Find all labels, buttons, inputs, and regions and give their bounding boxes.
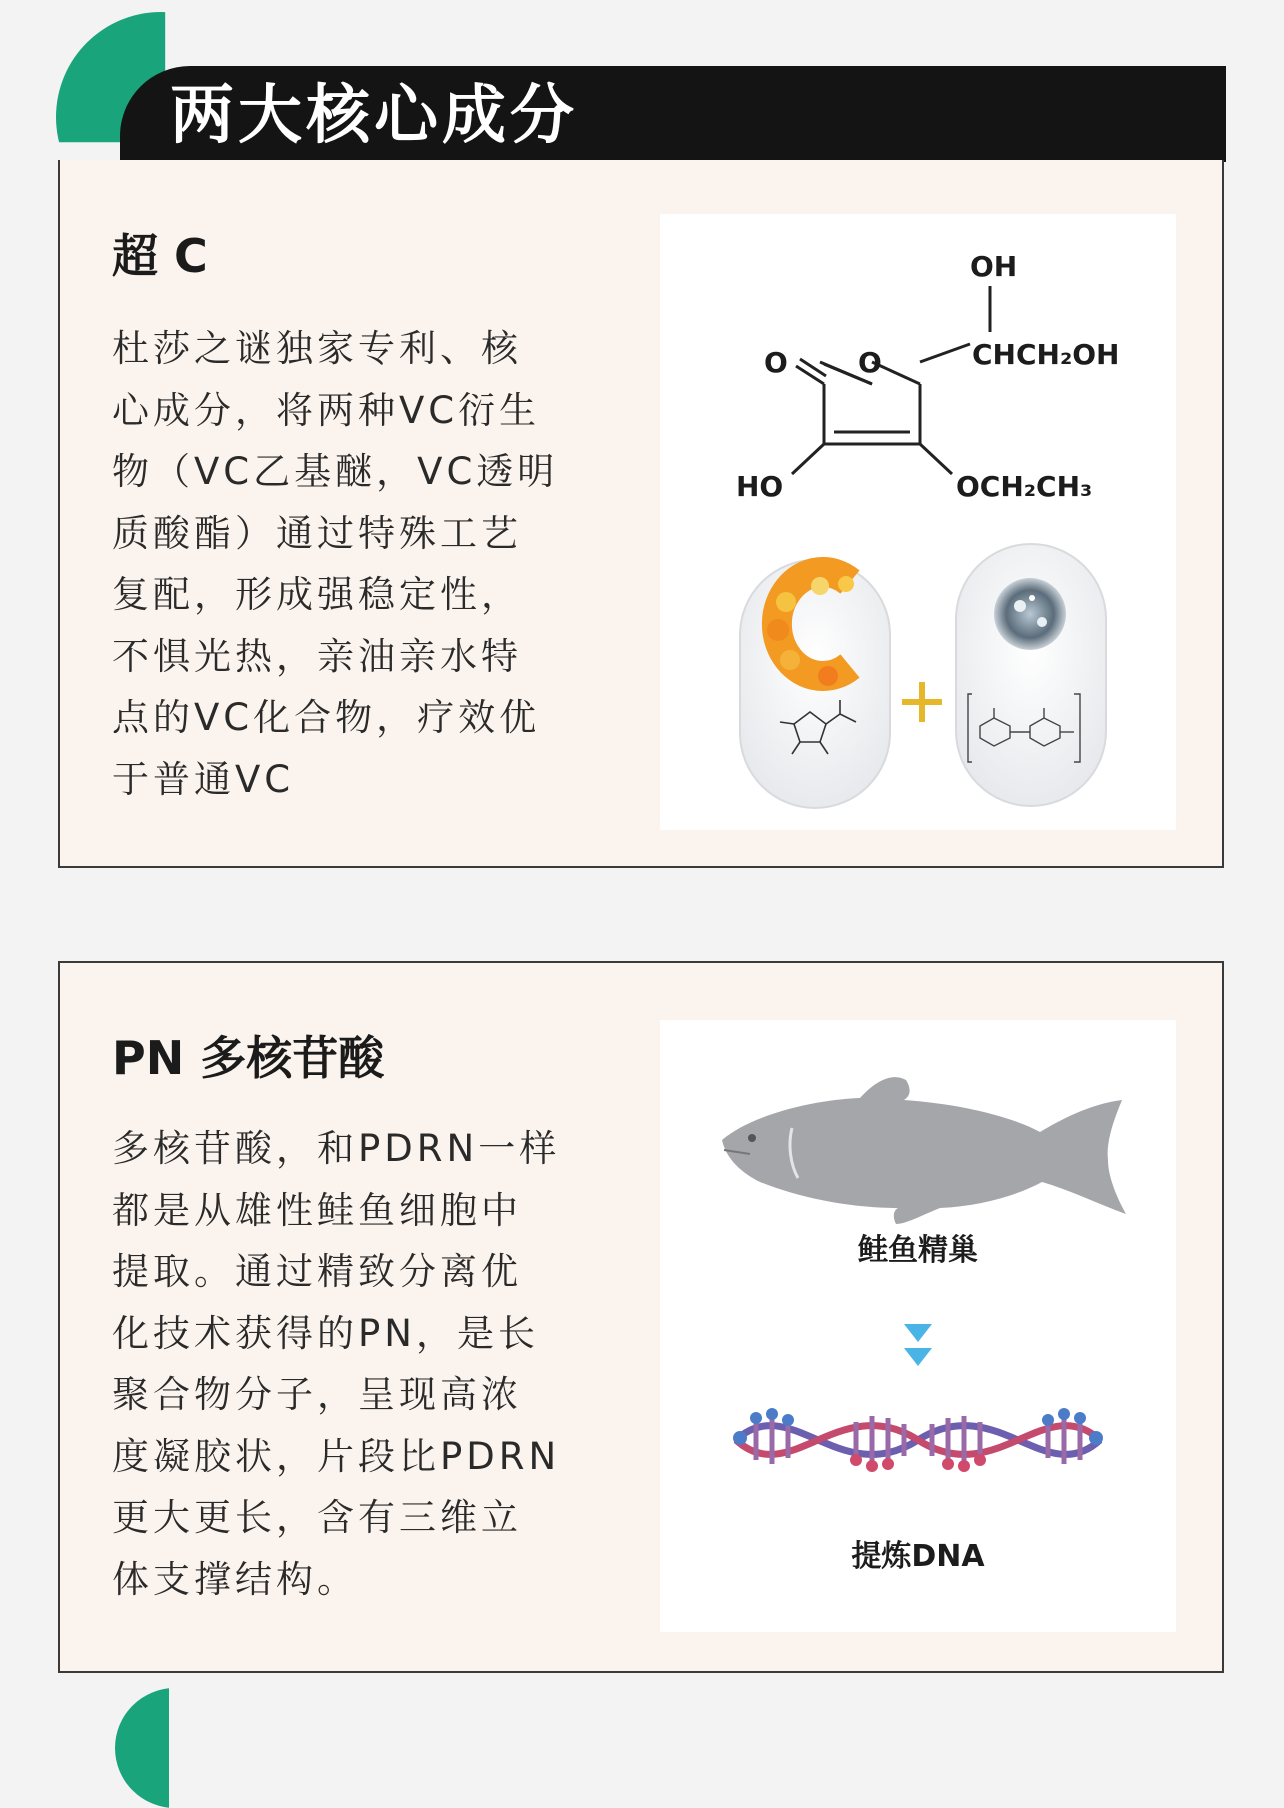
chem-och2ch3: OCH₂CH₃ [956, 470, 1093, 503]
chem-ho: HO [736, 470, 784, 503]
dna-caption: 提炼DNA [851, 1539, 985, 1574]
vc-structure-image [660, 214, 1176, 830]
chem-oh-top: OH [970, 250, 1018, 283]
vc-line: 复配，形成强稳定性， [112, 573, 522, 616]
pn-line: 多核苷酸，和PDRN一样 [112, 1127, 561, 1170]
chem-chch2oh: CHCH₂OH [972, 338, 1120, 371]
plus-icon [902, 682, 942, 722]
pn-line: 体支撑结构。 [112, 1557, 358, 1601]
chem-o-left: O [764, 346, 788, 379]
down-arrow-icon [904, 1324, 932, 1366]
vc-description [112, 318, 582, 810]
pn-line: 更大更长，含有三维立 [112, 1496, 522, 1539]
fish-caption: 鲑鱼精巢 [858, 1233, 978, 1268]
section-title: 两大核心成分 [170, 79, 578, 153]
vc-line: 杜莎之谜独家专利、核 [112, 327, 522, 370]
vc-molecule-diagram [660, 214, 1176, 830]
vc-line: 于普通VC [112, 757, 295, 801]
pn-line: 提取。通过精致分离优 [112, 1250, 522, 1293]
vc-line: 心成分，将两种VC衍生 [112, 388, 541, 432]
decorative-green-arc-bottom [115, 1688, 235, 1808]
pn-line: 聚合物分子，呈现高浓 [112, 1373, 522, 1416]
pn-source-image [660, 1020, 1176, 1632]
vc-line: 点的VC化合物，疗效优 [112, 696, 541, 739]
pn-heading: PN 多核苷酸 [112, 1031, 385, 1085]
vc-line: 不惧光热，亲油亲水特 [112, 634, 522, 678]
water-droplet-icon [994, 578, 1066, 650]
chem-o-ring: O [858, 346, 882, 379]
vc-line: 质酸酯）通过特殊工艺 [112, 511, 522, 555]
pn-line: 度凝胶状，片段比PDRN [112, 1434, 561, 1478]
dna-helix-icon [733, 1408, 1103, 1472]
salmon-icon [722, 1077, 1126, 1224]
vc-line: 物（VC乙基醚，VC透明 [112, 450, 559, 493]
pn-description [112, 1118, 582, 1610]
pn-illustration [660, 1020, 1176, 1632]
pn-line: 化技术获得的PN，是长 [112, 1311, 539, 1355]
vc-heading: 超 C [112, 229, 208, 283]
pn-line: 都是从雄性鲑鱼细胞中 [112, 1188, 522, 1232]
